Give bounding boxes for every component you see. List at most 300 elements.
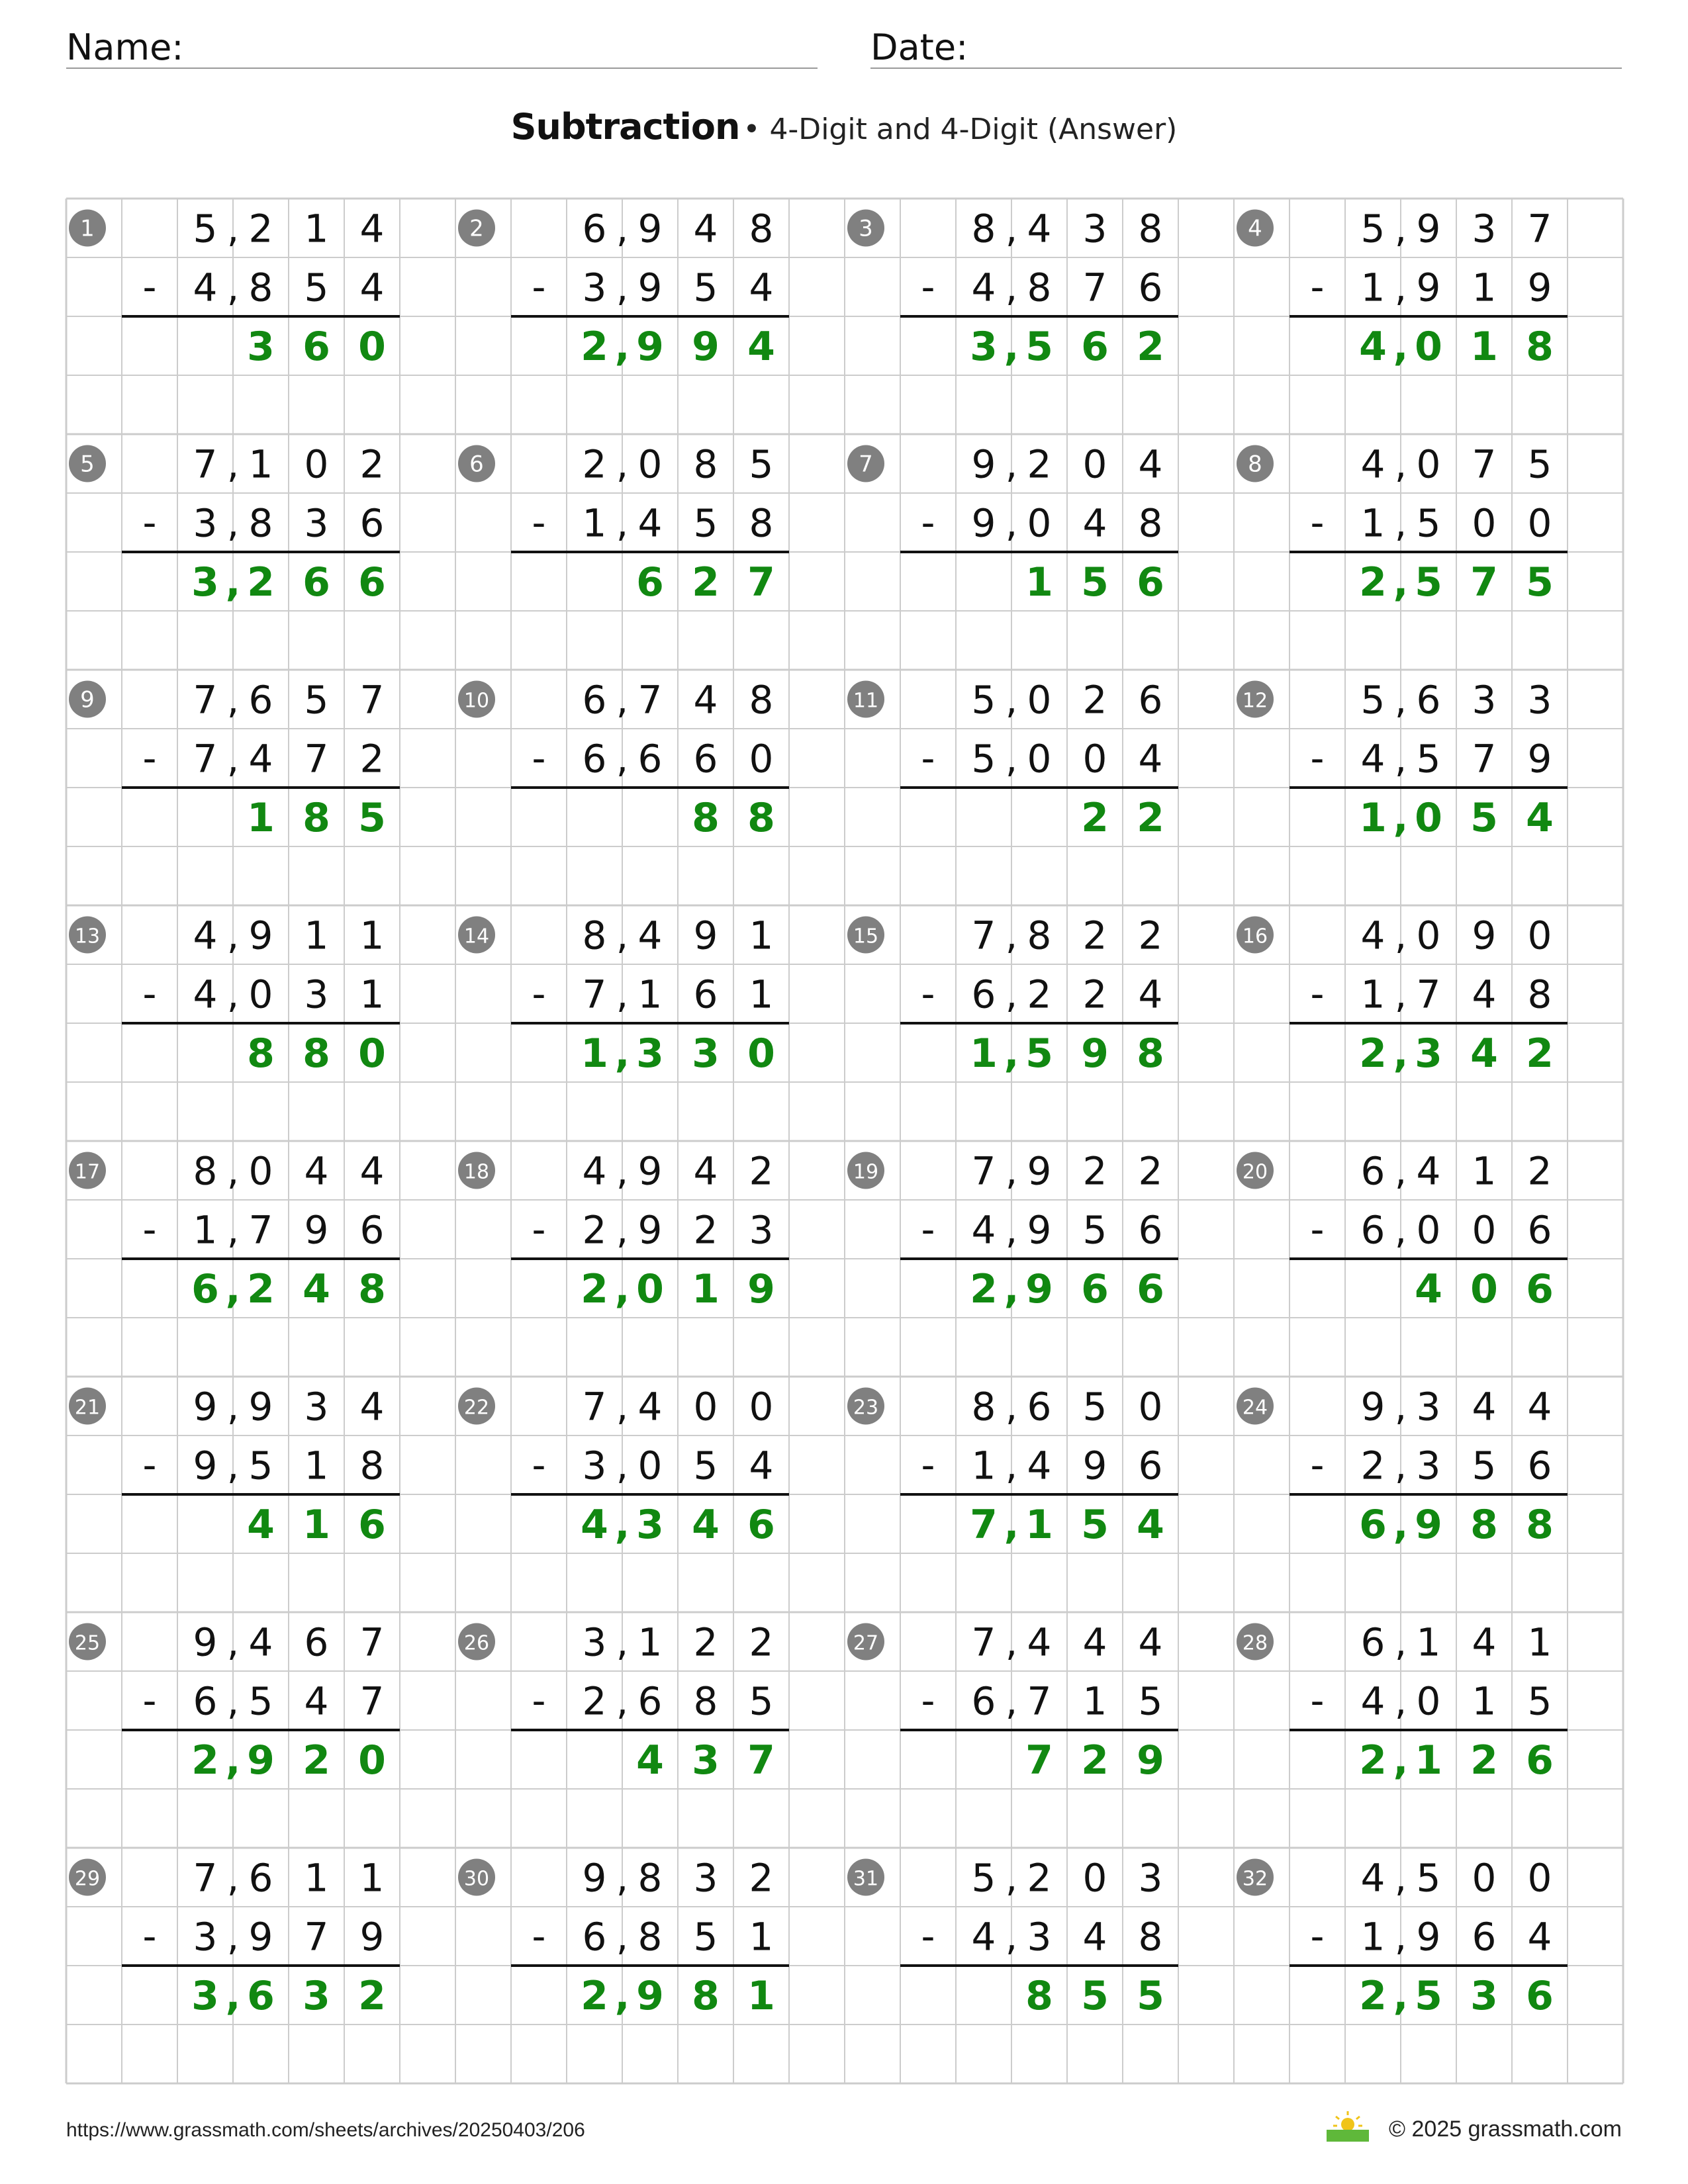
answer-digit: 7 — [1025, 1737, 1053, 1784]
answer-digit: 1 — [1025, 559, 1053, 606]
minus-sign: - — [532, 1206, 546, 1252]
answer-digit: 8 — [303, 1030, 330, 1077]
date-label: Date: — [870, 26, 968, 68]
problem-number: 10 — [463, 689, 490, 713]
minuend-digit: 4 — [359, 206, 385, 251]
subtrahend-digit: 0 — [1027, 736, 1052, 782]
subtrahend-digit: 6 — [693, 972, 718, 1017]
answer-digit: 8 — [1025, 1973, 1053, 2020]
answer-digit: 2 — [1359, 1973, 1387, 2020]
subtrahend-digit: 9 — [1082, 1443, 1107, 1488]
answer-digit: 5 — [1025, 324, 1053, 371]
subtrahend-digit: 1 — [1360, 265, 1385, 310]
minuend-digit: 7 — [193, 441, 218, 487]
answer-digit: 3 — [636, 1030, 664, 1077]
minus-sign: - — [921, 1678, 935, 1723]
minuend-digit: 7 — [637, 677, 663, 723]
minus-sign: - — [921, 500, 935, 545]
problem-number: 19 — [853, 1160, 879, 1184]
minuend-comma: , — [226, 441, 240, 487]
subtrahend-digit: 5 — [248, 1678, 273, 1724]
subtrahend-digit: 0 — [248, 972, 273, 1017]
minuend-digit: 4 — [1027, 1619, 1052, 1665]
answer-digit: 5 — [358, 795, 386, 842]
subtrahend-digit: 4 — [637, 500, 663, 546]
answer-comma: , — [1004, 1030, 1019, 1077]
minuend-digit: 1 — [1416, 1619, 1441, 1665]
problem-number: 11 — [853, 689, 879, 713]
subtrahend-comma: , — [1394, 1914, 1407, 1960]
subtrahend-digit: 5 — [1416, 500, 1441, 546]
subtrahend-digit: 6 — [1138, 1207, 1163, 1253]
minuend-digit: 6 — [1360, 1619, 1385, 1665]
minuend-digit: 2 — [1027, 441, 1052, 487]
subtrahend-digit: 0 — [1416, 1207, 1441, 1253]
minuend-digit: 8 — [582, 913, 607, 958]
answer-digit: 1 — [581, 1030, 608, 1077]
problem-number: 6 — [469, 451, 484, 478]
answer-digit: 2 — [1137, 324, 1164, 371]
subtrahend-comma: , — [1005, 1443, 1018, 1488]
answer-digit: 9 — [692, 324, 720, 371]
problem-number: 30 — [463, 1867, 490, 1891]
minuend-digit: 2 — [1082, 913, 1107, 958]
answer-digit: 3 — [1415, 1030, 1442, 1077]
subtrahend-digit: 4 — [971, 265, 996, 310]
title-subtitle: • 4-Digit and 4-Digit (Answer) — [743, 113, 1178, 146]
minus-sign: - — [1310, 264, 1325, 310]
minuend-digit: 1 — [304, 913, 329, 958]
answer-digit: 6 — [191, 1266, 219, 1313]
subtrahend-digit: 7 — [359, 1678, 385, 1724]
minuend-comma: , — [1394, 1619, 1407, 1665]
minuend-digit: 1 — [304, 1855, 329, 1901]
subtrahend-digit: 6 — [193, 1678, 218, 1724]
answer-digit: 5 — [1526, 559, 1554, 606]
subtrahend-comma: , — [616, 736, 629, 782]
minuend-comma: , — [226, 1384, 240, 1430]
answer-digit: 7 — [747, 1737, 775, 1784]
problem-number: 32 — [1242, 1867, 1268, 1891]
subtrahend-comma: , — [1394, 972, 1407, 1017]
minus-sign: - — [532, 500, 546, 545]
minuend-digit: 1 — [359, 1855, 385, 1901]
problem-number: 26 — [463, 1631, 490, 1655]
subtrahend-digit: 0 — [1027, 500, 1052, 546]
minuend-digit: 8 — [971, 1384, 996, 1430]
answer-comma: , — [614, 1973, 630, 2020]
subtrahend-digit: 1 — [1360, 1914, 1385, 1960]
answer-digit: 1 — [1415, 1737, 1442, 1784]
minuend-comma: , — [1005, 1148, 1018, 1194]
answer-digit: 4 — [636, 1737, 664, 1784]
minus-sign: - — [1310, 1206, 1325, 1252]
subtrahend-digit: 3 — [582, 1443, 607, 1488]
minuend-digit: 0 — [693, 1384, 718, 1430]
answer-comma: , — [225, 1266, 241, 1313]
minuend-comma: , — [616, 677, 629, 723]
subtrahend-digit: 9 — [637, 265, 663, 310]
minuend-digit: 9 — [248, 1384, 273, 1430]
subtrahend-digit: 6 — [971, 1678, 996, 1724]
minus-sign: - — [142, 1678, 157, 1723]
minuend-digit: 3 — [1416, 1384, 1441, 1430]
subtrahend-digit: 2 — [582, 1678, 607, 1724]
problem-number: 9 — [80, 686, 95, 713]
answer-digit: 2 — [1470, 1737, 1498, 1784]
answer-comma: , — [225, 1737, 241, 1784]
subtrahend-digit: 0 — [1472, 500, 1497, 546]
subtrahend-digit: 4 — [749, 1443, 774, 1488]
answer-digit: 2 — [358, 1973, 386, 2020]
minuend-digit: 2 — [749, 1148, 774, 1194]
subtrahend-digit: 4 — [749, 265, 774, 310]
answer-comma: , — [1393, 1973, 1409, 2020]
answer-digit: 6 — [1526, 1737, 1554, 1784]
minuend-digit: 5 — [749, 441, 774, 487]
subtrahend-digit: 6 — [1360, 1207, 1385, 1253]
subtrahend-digit: 7 — [1472, 736, 1497, 782]
subtrahend-digit: 3 — [749, 1207, 774, 1253]
minuend-digit: 9 — [971, 441, 996, 487]
subtrahend-comma: , — [226, 972, 240, 1017]
answer-digit: 0 — [1415, 795, 1442, 842]
subtrahend-digit: 4 — [1360, 736, 1385, 782]
minuend-digit: 0 — [304, 441, 329, 487]
subtrahend-digit: 1 — [359, 972, 385, 1017]
minuend-digit: 0 — [1472, 1855, 1497, 1901]
answer-digit: 0 — [358, 324, 386, 371]
answer-digit: 4 — [581, 1502, 608, 1549]
answer-comma: , — [1393, 324, 1409, 371]
problem-number: 21 — [74, 1396, 101, 1420]
minuend-digit: 4 — [359, 1148, 385, 1194]
answer-digit: 8 — [1470, 1502, 1498, 1549]
minus-sign: - — [1310, 1442, 1325, 1488]
subtrahend-comma: , — [226, 1678, 240, 1724]
minuend-digit: 5 — [971, 1855, 996, 1901]
answer-digit: 3 — [1470, 1973, 1498, 2020]
answer-digit: 4 — [747, 324, 775, 371]
minuend-digit: 4 — [1472, 1619, 1497, 1665]
answer-digit: 3 — [970, 324, 998, 371]
subtrahend-digit: 4 — [1360, 1678, 1385, 1724]
minus-sign: - — [532, 971, 546, 1017]
answer-digit: 8 — [1526, 1502, 1554, 1549]
answer-digit: 1 — [1025, 1502, 1053, 1549]
minus-sign: - — [921, 1913, 935, 1959]
minuend-digit: 2 — [582, 441, 607, 487]
minus-sign: - — [1310, 1913, 1325, 1959]
minus-sign: - — [921, 1206, 935, 1252]
subtrahend-digit: 4 — [1138, 972, 1163, 1017]
answer-digit: 2 — [1359, 1030, 1387, 1077]
answer-digit: 6 — [1526, 1266, 1554, 1313]
subtrahend-comma: , — [1005, 1207, 1018, 1253]
minuend-comma: , — [226, 206, 240, 251]
minuend-comma: , — [1005, 677, 1018, 723]
grass-sun-logo-icon — [1324, 2109, 1372, 2143]
subtrahend-digit: 7 — [1416, 972, 1441, 1017]
subtrahend-digit: 6 — [1527, 1207, 1552, 1253]
subtrahend-digit: 0 — [1416, 1678, 1441, 1724]
problem-number: 16 — [1242, 925, 1268, 948]
minuend-digit: 4 — [1360, 913, 1385, 958]
minuend-digit: 2 — [1138, 1148, 1163, 1194]
minuend-comma: , — [1005, 1384, 1018, 1430]
answer-digit: 5 — [1025, 1030, 1053, 1077]
answer-digit: 3 — [692, 1030, 720, 1077]
title-main: Subtraction — [510, 106, 740, 148]
answer-digit: 9 — [1137, 1737, 1164, 1784]
minuend-comma: , — [1394, 677, 1407, 723]
minuend-digit: 4 — [359, 1384, 385, 1430]
subtrahend-digit: 6 — [693, 736, 718, 782]
name-label: Name: — [66, 26, 184, 68]
problem-number: 4 — [1248, 215, 1262, 242]
minuend-digit: 1 — [359, 913, 385, 958]
subtrahend-comma: , — [616, 1207, 629, 1253]
minuend-digit: 0 — [1027, 677, 1052, 723]
minuend-digit: 2 — [1138, 913, 1163, 958]
subtrahend-digit: 3 — [304, 972, 329, 1017]
answer-digit: 2 — [1081, 1737, 1109, 1784]
subtrahend-comma: , — [1005, 1914, 1018, 1960]
answer-digit: 6 — [303, 324, 330, 371]
subtrahend-digit: 8 — [1527, 972, 1552, 1017]
minus-sign: - — [532, 1442, 546, 1488]
subtrahend-comma: , — [1005, 972, 1018, 1017]
answer-digit: 8 — [1526, 324, 1554, 371]
minuend-digit: 8 — [749, 206, 774, 251]
minuend-digit: 8 — [193, 1148, 218, 1194]
minus-sign: - — [1310, 971, 1325, 1017]
subtrahend-digit: 7 — [1027, 1678, 1052, 1724]
subtrahend-comma: , — [616, 1678, 629, 1724]
answer-digit: 7 — [747, 559, 775, 606]
minuend-digit: 7 — [359, 1619, 385, 1665]
minuend-comma: , — [1005, 913, 1018, 958]
answer-comma: , — [614, 1030, 630, 1077]
answer-digit: 5 — [1081, 1502, 1109, 1549]
subtrahend-digit: 6 — [971, 972, 996, 1017]
subtrahend-digit: 9 — [1416, 265, 1441, 310]
minuend-comma: , — [1394, 441, 1407, 487]
answer-comma: , — [614, 1266, 630, 1313]
subtrahend-digit: 3 — [1027, 1914, 1052, 1960]
answer-digit: 5 — [1470, 795, 1498, 842]
subtrahend-digit: 1 — [582, 500, 607, 546]
subtrahend-comma: , — [1005, 1678, 1018, 1724]
answer-digit: 2 — [970, 1266, 998, 1313]
minuend-digit: 4 — [1138, 1619, 1163, 1665]
answer-digit: 1 — [303, 1502, 330, 1549]
minuend-digit: 6 — [1360, 1148, 1385, 1194]
footer-copyright: © 2025 grassmath.com — [1389, 2116, 1622, 2142]
subtrahend-digit: 9 — [193, 1443, 218, 1488]
answer-digit: 2 — [303, 1737, 330, 1784]
subtrahend-digit: 0 — [637, 1443, 663, 1488]
minuend-digit: 2 — [359, 441, 385, 487]
subtrahend-digit: 5 — [248, 1443, 273, 1488]
subtrahend-digit: 4 — [304, 1678, 329, 1724]
minuend-digit: 7 — [971, 1148, 996, 1194]
minuend-comma: , — [616, 1384, 629, 1430]
subtrahend-digit: 1 — [1360, 500, 1385, 546]
answer-digit: 0 — [358, 1737, 386, 1784]
answer-digit: 9 — [747, 1266, 775, 1313]
subtrahend-digit: 9 — [1416, 1914, 1441, 1960]
answer-digit: 5 — [1081, 559, 1109, 606]
minuend-digit: 0 — [1082, 1855, 1107, 1901]
subtrahend-comma: , — [1394, 265, 1407, 310]
answer-digit: 1 — [1359, 795, 1387, 842]
subtrahend-digit: 8 — [637, 1914, 663, 1960]
answer-digit: 3 — [303, 1973, 330, 2020]
answer-digit: 4 — [1359, 324, 1387, 371]
subtrahend-digit: 1 — [304, 1443, 329, 1488]
minuend-comma: , — [1394, 913, 1407, 958]
answer-digit: 6 — [1359, 1502, 1387, 1549]
answer-digit: 4 — [247, 1502, 275, 1549]
minuend-digit: 3 — [1082, 206, 1107, 251]
subtrahend-digit: 7 — [582, 972, 607, 1017]
minuend-comma: , — [226, 677, 240, 723]
subtrahend-digit: 2 — [1360, 1443, 1385, 1488]
subtrahend-comma: , — [616, 972, 629, 1017]
minuend-digit: 3 — [1472, 677, 1497, 723]
minuend-digit: 1 — [248, 441, 273, 487]
minuend-digit: 5 — [1527, 441, 1552, 487]
minuend-comma: , — [226, 1148, 240, 1194]
minuend-digit: 9 — [637, 206, 663, 251]
minuend-comma: , — [1005, 1619, 1018, 1665]
minuend-digit: 9 — [1416, 206, 1441, 251]
problem-number: 5 — [80, 451, 95, 478]
minuend-digit: 3 — [1472, 206, 1497, 251]
subtrahend-comma: , — [1394, 1678, 1407, 1724]
answer-digit: 5 — [1415, 1973, 1442, 2020]
subtrahend-comma: , — [1005, 265, 1018, 310]
subtrahend-digit: 2 — [693, 1207, 718, 1253]
minuend-digit: 8 — [971, 206, 996, 251]
subtrahend-comma: , — [1394, 1207, 1407, 1253]
minus-sign: - — [1310, 1678, 1325, 1723]
minuend-digit: 9 — [248, 913, 273, 958]
answer-comma: , — [1393, 1737, 1409, 1784]
answer-digit: 9 — [247, 1737, 275, 1784]
subtrahend-digit: 4 — [1472, 972, 1497, 1017]
minuend-comma: , — [616, 1855, 629, 1901]
answer-digit: 8 — [1137, 1030, 1164, 1077]
problem-number: 23 — [853, 1396, 879, 1420]
answer-digit: 2 — [1359, 1737, 1387, 1784]
answer-comma: , — [1393, 795, 1409, 842]
minuend-digit: 0 — [1082, 441, 1107, 487]
answer-comma: , — [1393, 559, 1409, 606]
subtrahend-digit: 5 — [693, 500, 718, 546]
subtrahend-digit: 4 — [1527, 1914, 1552, 1960]
answer-digit: 9 — [636, 1973, 664, 2020]
problem-number: 15 — [853, 925, 879, 948]
answer-digit: 3 — [191, 1973, 219, 2020]
answer-digit: 1 — [247, 795, 275, 842]
subtrahend-digit: 1 — [749, 972, 774, 1017]
minuend-digit: 7 — [359, 677, 385, 723]
minus-sign: - — [142, 1206, 157, 1252]
minuend-digit: 2 — [248, 206, 273, 251]
minuend-digit: 6 — [1138, 677, 1163, 723]
minuend-digit: 7 — [193, 677, 218, 723]
minuend-digit: 2 — [1082, 677, 1107, 723]
answer-comma: , — [225, 559, 241, 606]
minuend-comma: , — [1394, 1855, 1407, 1901]
minus-sign: - — [532, 264, 546, 310]
minuend-comma: , — [616, 1148, 629, 1194]
subtrahend-digit: 1 — [1472, 265, 1497, 310]
minuend-digit: 4 — [637, 913, 663, 958]
subtrahend-digit: 0 — [749, 736, 774, 782]
answer-digit: 8 — [303, 795, 330, 842]
minus-sign: - — [532, 1913, 546, 1959]
subtrahend-digit: 4 — [971, 1207, 996, 1253]
minuend-digit: 9 — [1472, 913, 1497, 958]
problem-number: 8 — [1248, 451, 1262, 478]
subtrahend-digit: 7 — [193, 736, 218, 782]
subtrahend-digit: 7 — [1082, 265, 1107, 310]
minus-sign: - — [142, 971, 157, 1017]
subtrahend-digit: 6 — [637, 736, 663, 782]
answer-digit: 6 — [247, 1973, 275, 2020]
problem-number: 14 — [463, 925, 490, 948]
minuend-comma: , — [1005, 206, 1018, 251]
minuend-digit: 4 — [1082, 1619, 1107, 1665]
answer-digit: 9 — [1025, 1266, 1053, 1313]
subtrahend-digit: 4 — [1082, 1914, 1107, 1960]
minuend-comma: , — [1005, 441, 1018, 487]
problem-number: 18 — [463, 1160, 490, 1184]
subtrahend-digit: 9 — [1527, 265, 1552, 310]
minus-sign: - — [532, 735, 546, 781]
subtrahend-digit: 4 — [971, 1914, 996, 1960]
subtrahend-digit: 5 — [304, 265, 329, 310]
answer-digit: 5 — [1415, 559, 1442, 606]
minuend-comma: , — [1394, 1384, 1407, 1430]
minuend-digit: 4 — [637, 1384, 663, 1430]
answer-digit: 6 — [1526, 1973, 1554, 2020]
minuend-digit: 4 — [1527, 1384, 1552, 1430]
footer-url[interactable]: https://www.grassmath.com/sheets/archives/20250403/206 — [66, 2119, 585, 2141]
subtrahend-comma: , — [226, 1914, 240, 1960]
minuend-digit: 0 — [248, 1148, 273, 1194]
subtrahend-digit: 9 — [971, 500, 996, 546]
subtrahend-digit: 5 — [749, 1678, 774, 1724]
minuend-digit: 5 — [193, 206, 218, 251]
minuend-digit: 4 — [693, 677, 718, 723]
minuend-digit: 9 — [193, 1619, 218, 1665]
subtrahend-digit: 6 — [582, 1914, 607, 1960]
minuend-comma: , — [616, 441, 629, 487]
subtrahend-digit: 6 — [1138, 1443, 1163, 1488]
subtrahend-digit: 6 — [1527, 1443, 1552, 1488]
answer-comma: , — [1004, 1266, 1019, 1313]
minus-sign: - — [921, 264, 935, 310]
subtrahend-comma: , — [616, 500, 629, 546]
minuend-digit: 4 — [1360, 1855, 1385, 1901]
subtrahend-digit: 6 — [637, 1678, 663, 1724]
answer-digit: 2 — [1526, 1030, 1554, 1077]
minuend-digit: 2 — [1027, 1855, 1052, 1901]
